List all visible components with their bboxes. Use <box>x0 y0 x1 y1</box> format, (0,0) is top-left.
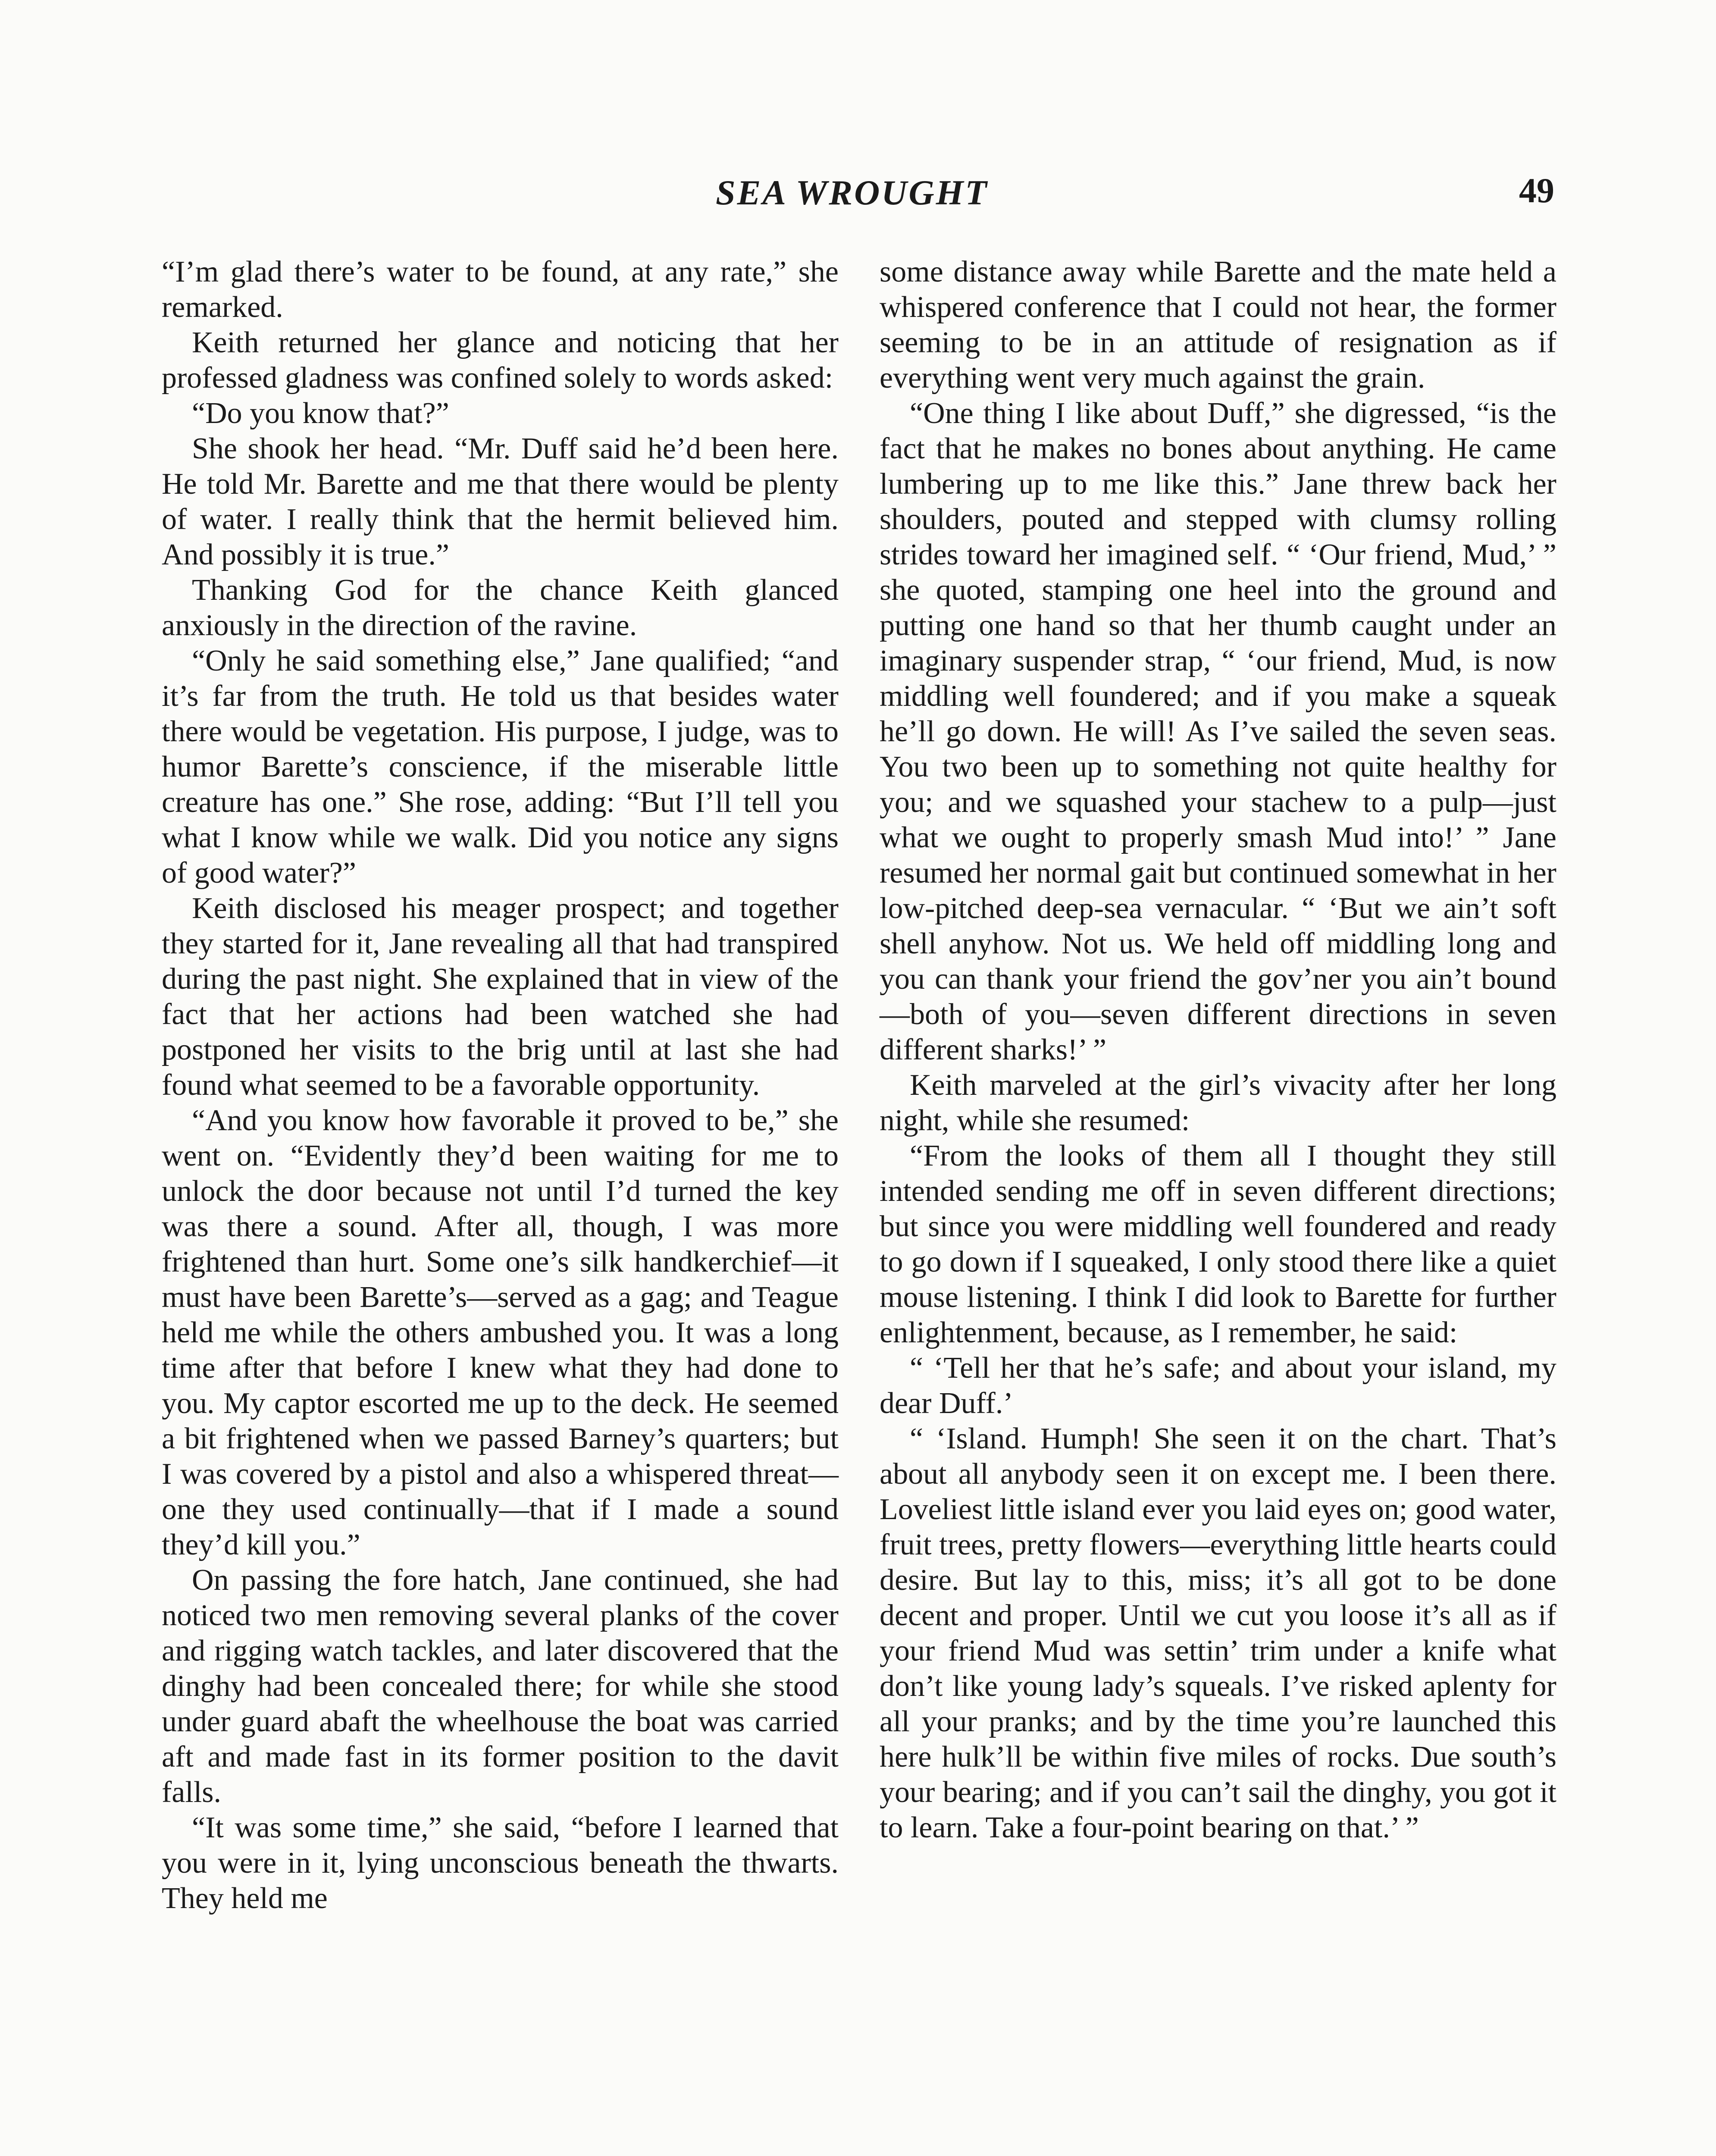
paragraph: “And you know how favorable it proved to be,” she went on. “Evidently they’d been waiting for me to unlock the door because not until I’d turned the key was there a sound. After all, though, I was more frightened than hurt. Some one’s silk handkerchief—it must have been Barette’s—served as a gag; and Teague held me while the others ambushed you. It was a long time after that before I knew what they had done to you. My captor escorted me up to the deck. He seemed a bit frightened when we passed Barney’s quarters; but I was covered by a pistol and also a whispered threat—one they used continually—that if I made a sound they’d kill you.” <box>162 1104 839 1561</box>
paragraph: “Only he said something else,” Jane qualified; “and it’s far from the truth. He told us that besides water there would be vegetation. His purpose, I judge, was to humor Barette’s conscience, if the miserable little creature has one.” She rose, adding: “But I’ll tell you what I know while we walk. Did you notice any signs of good water?” <box>162 644 839 890</box>
paragraph: Keith returned her glance and noticing that her professed gladness was confined solely to words asked: <box>162 326 839 395</box>
paragraph: “One thing I like about Duff,” she digressed, “is the fact that he makes no bones about anything. He came lumbering up to me like this.” Jane threw back her shoulders, pouted and stepped with clumsy rolling strides toward her imagined self. “ ‘Our friend, Mud,’ ” she quoted, stamping one heel into the ground and putting one hand so that her thumb caught under an imaginary suspender strap, “ ‘our friend, Mud, is now middling well foundered; and if you make a squeak he’ll go down. He will! As I’ve sailed the seven seas. You two been up to something not quite healthy for you; and we squashed your stachew to a pulp—just what we ought to properly smash Mud into!’ ” Jane resumed her normal gait but continued somewhat in her low-pitched deep-sea vernacular. “ ‘But we ain’t soft shell anyhow. Not us. We held off middling long and you can thank your friend the gov’ner you ain’t bound—both of you—seven different directions in seven different sharks!’ ” <box>880 397 1556 1066</box>
right-column <box>880 254 1556 1846</box>
page-number: 49 <box>1519 171 1554 210</box>
paragraph: Keith marveled at the girl’s vivacity after her long night, while she resumed: <box>880 1069 1556 1137</box>
paragraph: some distance away while Barette and the mate held a whispered conference that I could not hear, the former seeming to be in an attitude of resignation as if everything went very much against the grain. <box>880 255 1556 395</box>
paragraph: “It was some time,” she said, “before I learned that you were in it, lying unconscious beneath the thwarts. They held me <box>162 1811 839 1915</box>
paragraph: On passing the fore hatch, Jane continued, she had noticed two men removing several planks of the cover and rigging watch tackles, and later discovered that the dinghy had been concealed there; for while she stood under guard abaft the wheelhouse the boat was carried aft and made fast in its former position to the davit falls. <box>162 1564 839 1809</box>
paragraph: “From the looks of them all I thought they still intended sending me off in seven different directions; but since you were middling well foundered and ready to go down if I squeaked, I only stood there like a quiet mouse listening. I think I did look to Barette for further enlightenment, because, as I remember, he said: <box>880 1139 1556 1349</box>
paragraph: Thanking God for the chance Keith glanced anxiously in the direction of the ravine. <box>162 573 839 642</box>
paragraph: “ ‘Island. Humph! She seen it on the chart. That’s about all anybody seen it on except me. I been there. Loveliest little island ever you laid eyes on; good water, fruit trees, pretty flowers—everything little hearts could desire. But lay to this, miss; it’s all got to be done decent and proper. Until we cut you loose it’s all as if your friend Mud was settin’ trim under a knife what don’t like young lady’s squeals. I’ve risked aplenty for all your pranks; and by the time you’re launched this here hulk’ll be within five miles of rocks. Due south’s your bearing; and if you can’t sail the dinghy, you got it to learn. Take a four-point bearing on that.’ ” <box>880 1422 1556 1844</box>
running-title: SEA WROUGHT <box>716 173 989 212</box>
paragraph: Keith disclosed his meager prospect; and together they started for it, Jane revealing all that had transpired during the past night. She explained that in view of the fact that her actions had been watched she had postponed her visits to the brig until at last she had found what seemed to be a favorable opportunity. <box>162 892 839 1102</box>
paragraph: She shook her head. “Mr. Duff said he’d been here. He told Mr. Barette and me that there would be plenty of water. I really think that the hermit believed him. And possibly it is true.” <box>162 432 839 571</box>
paragraph: “I’m glad there’s water to be found, at any rate,” she remarked. <box>162 255 839 324</box>
paragraph: “Do you know that?” <box>192 397 449 430</box>
paragraph: “ ‘Tell her that he’s safe; and about your island, my dear Duff.’ <box>880 1351 1556 1420</box>
left-column <box>162 254 839 1916</box>
